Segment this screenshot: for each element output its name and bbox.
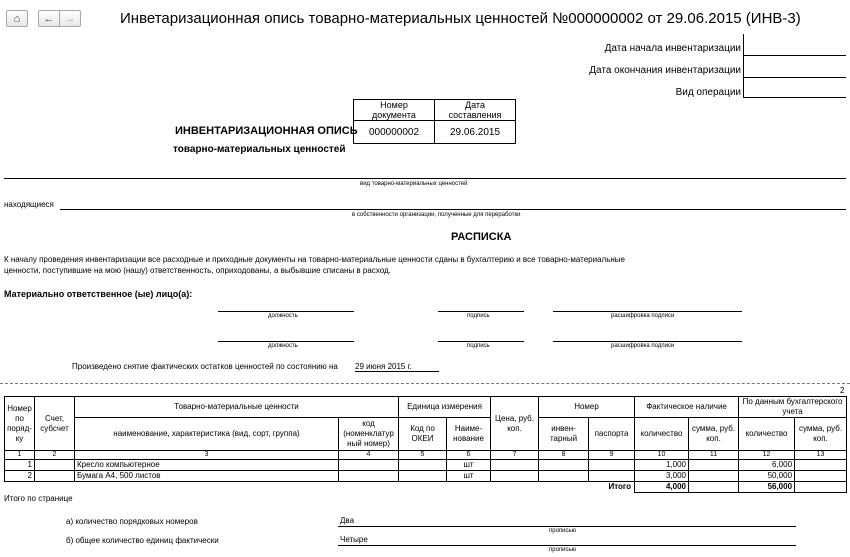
- receipt-text-line2: ценности, поступившие на мою (нашу) ответственность, оприходованы, а выбывшие списаны в расход.: [4, 266, 391, 275]
- forward-button[interactable]: [59, 10, 81, 27]
- total-acc-qty: 56,000: [739, 482, 795, 493]
- decoding-caption-1: расшифровка подписи: [611, 313, 675, 319]
- row-unit: шт: [447, 460, 491, 471]
- row-inventory-number: [539, 460, 589, 471]
- remains-date: 29 июня 2015 г.: [355, 362, 439, 372]
- row-passport: [589, 460, 635, 471]
- start-date-field[interactable]: [743, 34, 846, 56]
- row-acc-sum: [795, 460, 847, 471]
- row-inventory-number: [539, 471, 589, 482]
- page-number: 2: [840, 386, 845, 395]
- column-number: 5: [399, 451, 447, 460]
- column-number: 4: [339, 451, 399, 460]
- total-fact-sum: [689, 482, 739, 493]
- home-button[interactable]: [6, 10, 28, 27]
- operation-label: Вид операции: [675, 87, 741, 98]
- ownership-caption: в собственности организации, полученные для переработки: [352, 212, 521, 218]
- column-number: 9: [589, 451, 635, 460]
- column-number: 12: [739, 451, 795, 460]
- col-fact-sum-header: сумма, руб. коп.: [689, 418, 739, 451]
- units-total-label: б) общее количество единиц фактически: [66, 536, 219, 545]
- col-unit-name-header: Наиме-нование: [447, 418, 491, 451]
- units-total-caption: прописью: [549, 547, 577, 553]
- col-passport-header: паспорта: [589, 418, 635, 451]
- row-code: [339, 471, 399, 482]
- col-name-header: наименование, характеристика (вид, сорт, группа): [75, 418, 339, 451]
- signature-caption-2: подпись: [467, 343, 490, 349]
- row-unit: шт: [447, 471, 491, 482]
- col-acc-sum-header: сумма, руб. коп.: [795, 418, 847, 451]
- receipt-text-line1: К началу проведения инвентаризации все расходные и приходные документы на товарно-материальные ценности сданы в бухгалтерию и все товарно-материальные: [4, 255, 625, 264]
- column-number: 11: [689, 451, 739, 460]
- row-account: [35, 471, 75, 482]
- row-fact-qty: 1,000: [635, 460, 689, 471]
- arrow-right-icon: →: [64, 12, 76, 25]
- row-price: [491, 471, 539, 482]
- units-total-value: Четыре: [340, 535, 368, 544]
- column-number: 1: [5, 451, 35, 460]
- page-total-label: Итого по странице: [4, 494, 73, 503]
- signature-line-1: [438, 311, 524, 312]
- row-fact-sum: [689, 471, 739, 482]
- total-fact-qty: 4,000: [635, 482, 689, 493]
- total-acc-sum: [795, 482, 847, 493]
- row-okei: [399, 471, 447, 482]
- row-okei: [399, 460, 447, 471]
- window-title: Инветаризационная опись товарно-материальных ценностей №000000002 от 29.06.2015 (ИНВ-3): [120, 10, 801, 27]
- position-line-2: [218, 341, 354, 342]
- row-acc-sum: [795, 471, 847, 482]
- doc-date-header: Дата составления: [435, 100, 516, 121]
- col-code-header: код (номенклатур ный номер): [339, 418, 399, 451]
- position-caption-2: должность: [268, 343, 298, 349]
- table-row: [5, 471, 847, 482]
- total-label: Итого: [608, 482, 632, 492]
- signature-line-2: [438, 341, 524, 342]
- inventory-table: [4, 396, 847, 493]
- decoding-line-2: [553, 341, 742, 342]
- document-number-table: [353, 99, 516, 144]
- col-okei-header: Код по ОКЕИ: [399, 418, 447, 451]
- row-number: 2: [5, 471, 35, 482]
- order-numbers-value: Два: [340, 516, 355, 525]
- units-total-line: [338, 545, 796, 546]
- operation-field[interactable]: [743, 78, 846, 98]
- doc-number-value: 000000002: [354, 121, 435, 144]
- decoding-caption-2: расшифровка подписи: [611, 343, 675, 349]
- order-numbers-caption: прописью: [549, 528, 577, 534]
- col-inventory-header: инвен-тарный: [539, 418, 589, 451]
- doc-date-value: 29.06.2015: [435, 121, 516, 144]
- col-number-header: Номер: [539, 397, 635, 418]
- column-number: 2: [35, 451, 75, 460]
- col-accounting-header: По данным бухгалтерского учета: [739, 397, 847, 418]
- end-date-label: Дата окончания инвентаризации: [589, 65, 741, 76]
- column-number: 6: [447, 451, 491, 460]
- position-caption-1: должность: [268, 313, 298, 319]
- row-fact-qty: 3,000: [635, 471, 689, 482]
- col-unit-header: Единица измерения: [399, 397, 491, 418]
- home-icon: ⌂: [13, 12, 21, 25]
- back-button[interactable]: [38, 10, 60, 27]
- col-fact-header: Фактическое наличие: [635, 397, 739, 418]
- decoding-line-1: [553, 311, 742, 312]
- col-acc-qty-header: количество: [739, 418, 795, 451]
- total-row: [5, 482, 847, 493]
- col-price-header: Цена, руб. коп.: [491, 397, 539, 451]
- col-goods-header: Товарно-материальные ценности: [75, 397, 399, 418]
- order-numbers-line: [338, 526, 796, 527]
- responsible-label: Материально ответственное (ые) лицо(а):: [4, 289, 193, 299]
- column-number: 13: [795, 451, 847, 460]
- table-row: [5, 460, 847, 471]
- col-fact-qty-header: количество: [635, 418, 689, 451]
- row-acc-qty: 50,000: [739, 471, 795, 482]
- doc-number-header: Номер документа: [354, 100, 435, 121]
- receipt-title: РАСПИСКА: [451, 231, 512, 243]
- kind-caption: вид товарно-материальных ценностей: [360, 181, 468, 187]
- page-break: [0, 383, 850, 384]
- row-name: Кресло компьютерное: [75, 460, 339, 471]
- end-date-field[interactable]: [743, 56, 846, 78]
- column-numbers-row: [5, 451, 847, 460]
- row-price: [491, 460, 539, 471]
- remains-label: Произведено снятие фактических остатков ценностей по состоянию на: [72, 362, 338, 371]
- start-date-label: Дата начала инвентаризации: [604, 43, 741, 54]
- column-number: 7: [491, 451, 539, 460]
- row-number: 1: [5, 460, 35, 471]
- signature-caption-1: подпись: [467, 313, 490, 319]
- row-account: [35, 460, 75, 471]
- row-code: [339, 460, 399, 471]
- position-line-1: [218, 311, 354, 312]
- located-line: [60, 209, 846, 210]
- order-numbers-label: а) количество порядковых номеров: [66, 517, 198, 526]
- row-acc-qty: 6,000: [739, 460, 795, 471]
- kind-line: [4, 178, 846, 179]
- document-subtitle: товарно-материальных ценностей: [173, 144, 346, 155]
- row-passport: [589, 471, 635, 482]
- column-number: 8: [539, 451, 589, 460]
- row-name: Бумага А4, 500 листов: [75, 471, 339, 482]
- column-number: 10: [635, 451, 689, 460]
- document-title: ИНВЕНТАРИЗАЦИОННАЯ ОПИСЬ: [175, 125, 358, 137]
- row-fact-sum: [689, 460, 739, 471]
- located-label: находящиеся: [4, 200, 54, 209]
- arrow-left-icon: ←: [43, 12, 55, 25]
- column-number: 3: [75, 451, 339, 460]
- col-num-header: Номер по поряд-ку: [5, 397, 35, 451]
- col-account-header: Счет, субсчет: [35, 397, 75, 451]
